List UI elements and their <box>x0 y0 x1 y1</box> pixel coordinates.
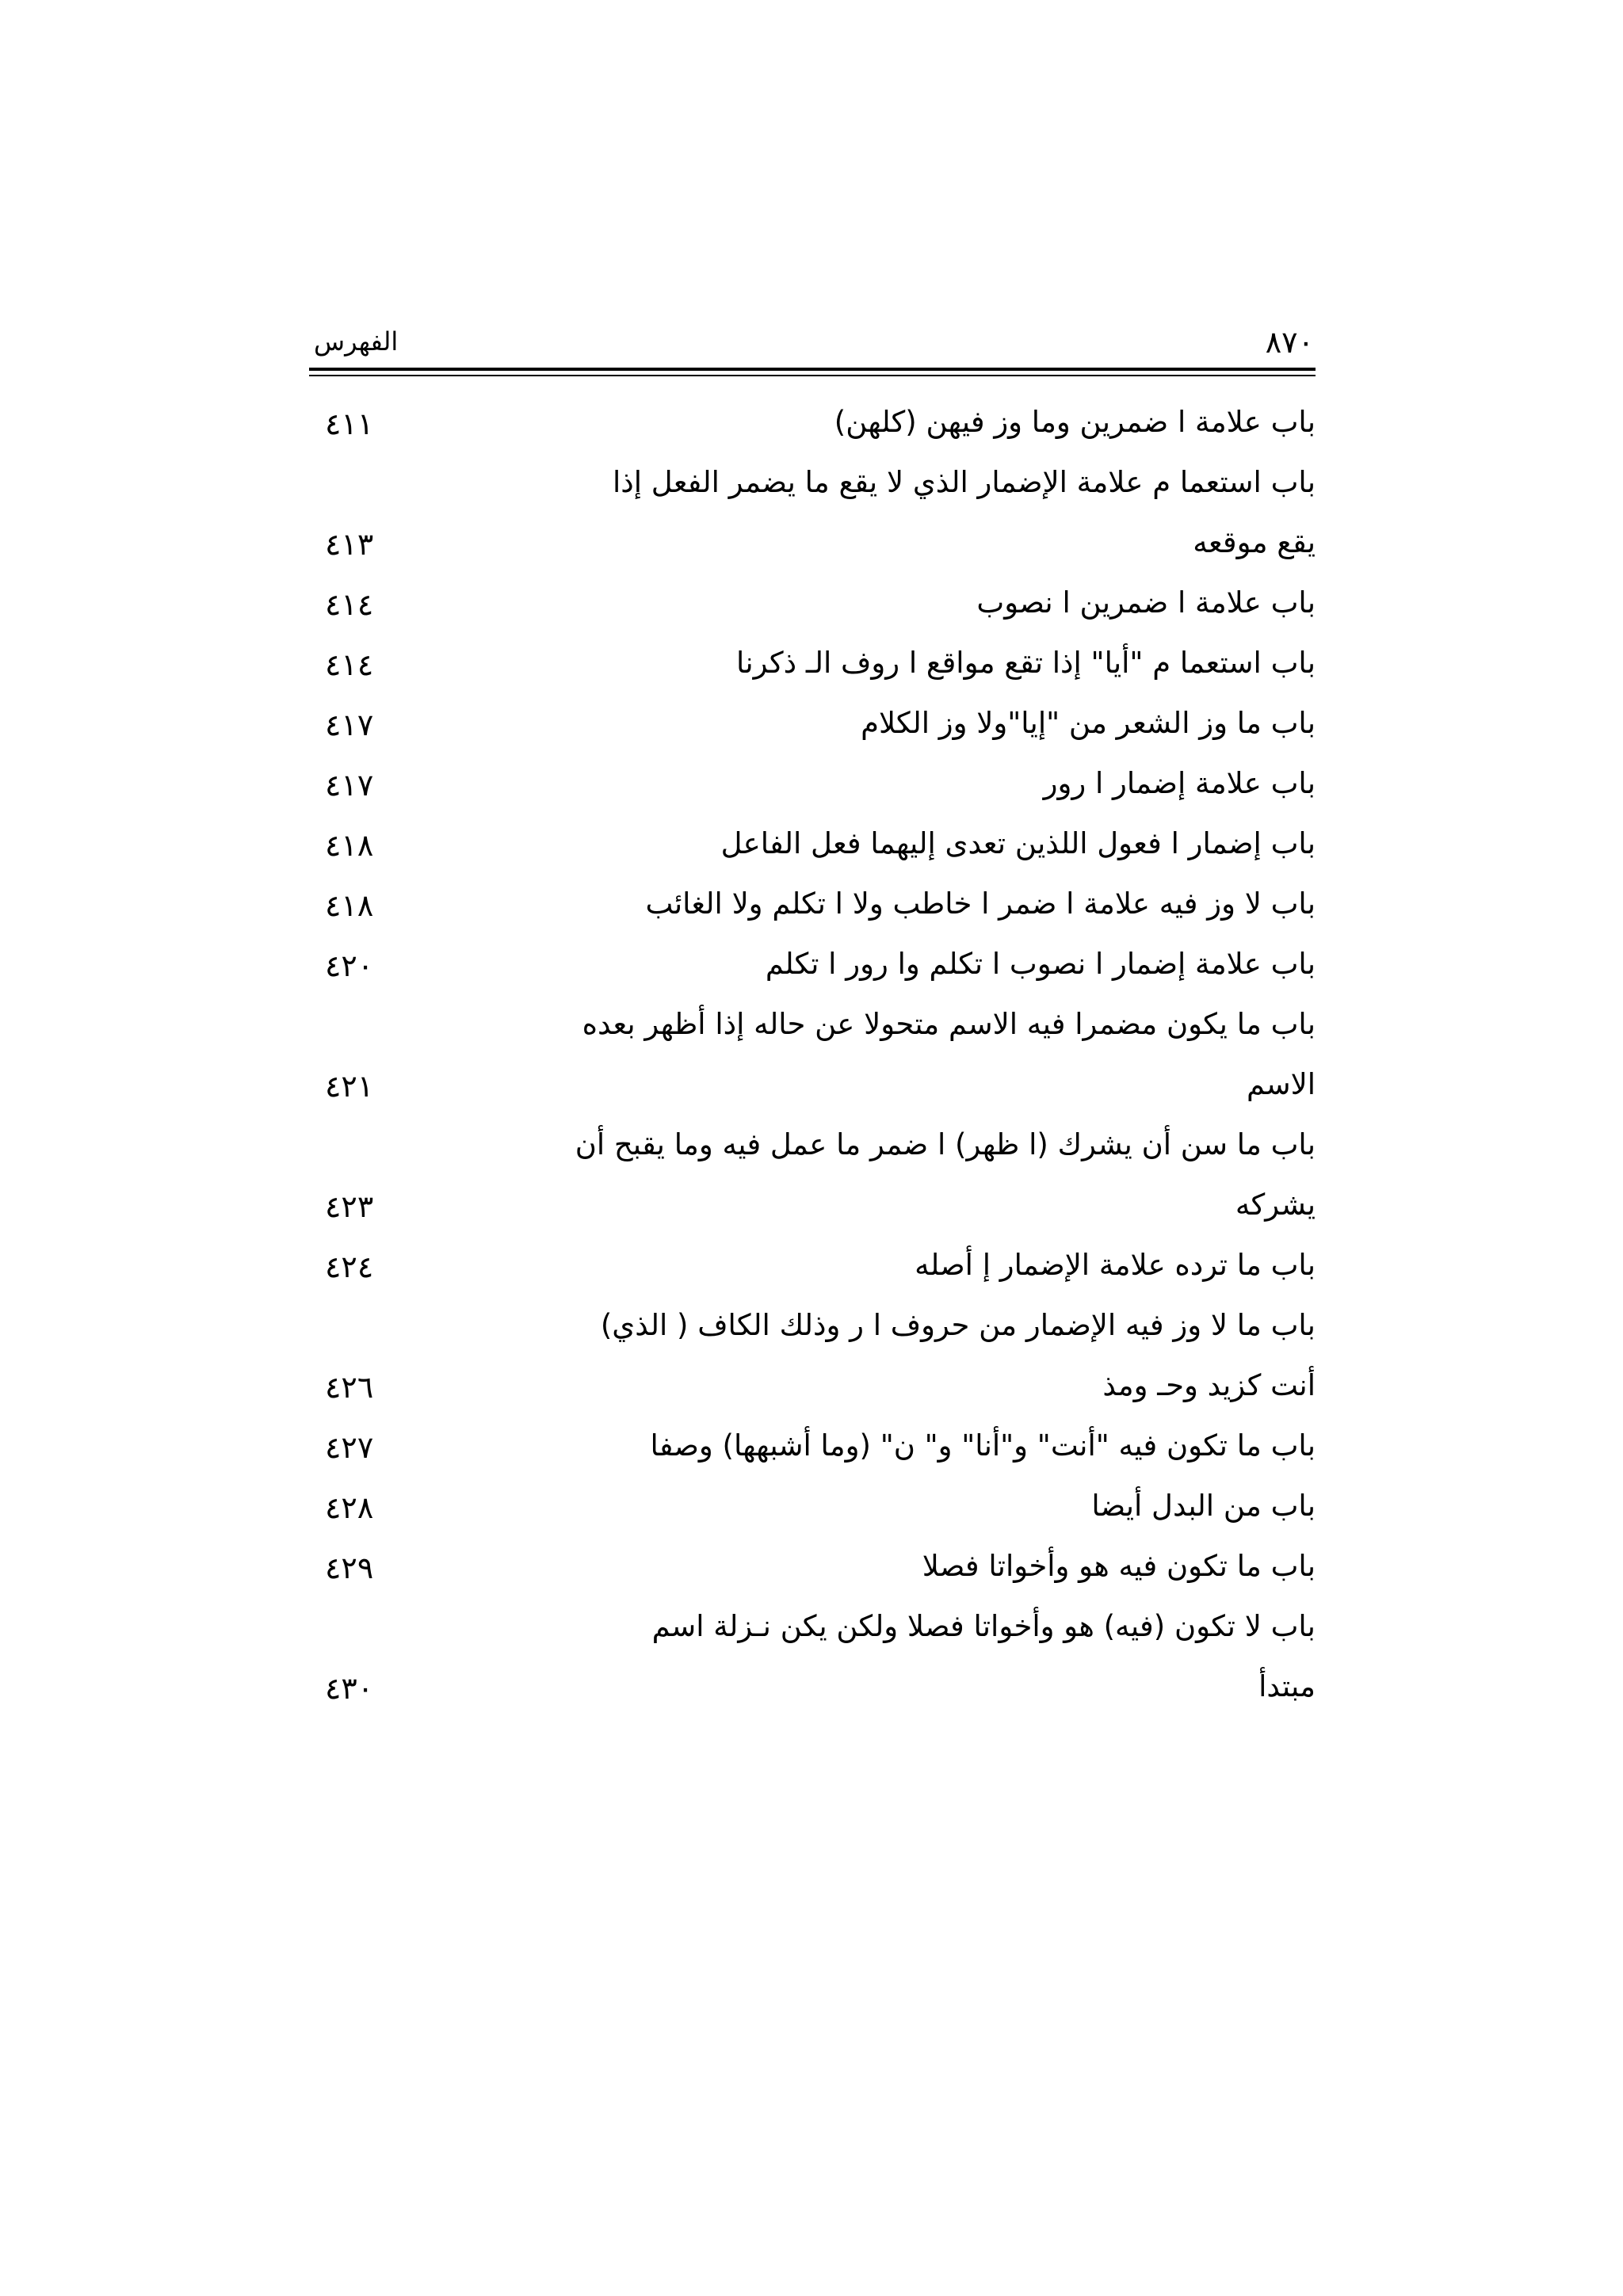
toc-entry-title-line: يقع موقعه <box>1193 525 1316 559</box>
toc-entry <box>309 1235 1316 1295</box>
toc-entry-title-line: باب ما لا وز فيه الإضمار من حروف ا ر وذلك الكاف ( الذي) <box>600 1308 1316 1342</box>
toc-entry-page-number: ٤٢٤ <box>325 1249 374 1284</box>
toc-entry-page-number: ٤٢٨ <box>325 1490 374 1525</box>
toc-entry-title-line: باب استعما م "أيا" إذا تقع مواقع ا روف الـ ذكرنا <box>736 646 1316 680</box>
toc-entry <box>309 452 1316 573</box>
header-rule-thick <box>309 368 1316 371</box>
toc-entry-title-line: الاسم <box>1246 1067 1316 1101</box>
toc-entry-page-number: ٤٣٠ <box>325 1671 374 1706</box>
toc-entry-title-line: باب علامة إضمار ا رور <box>1043 766 1316 800</box>
toc-entry-page-number: ٤١٨ <box>325 828 374 863</box>
toc-entry <box>309 874 1316 934</box>
toc-entry-title-line: باب لا تكون (فيه) هو وأخواتا فصلا ولكن يكن نـزلة اسم <box>651 1609 1316 1643</box>
toc-entry-page-number: ٤٢٣ <box>325 1189 374 1224</box>
toc-entry-title-line: باب علامة إضمار ا نصوب ا تكلم وا رور ا تكلم <box>765 947 1316 981</box>
toc-entry <box>309 934 1316 994</box>
toc-entry-title-line: باب ما سن أن يشرك (ا ظهر) ا ضمر ما عمل فيه وما يقبح أن <box>575 1127 1316 1161</box>
toc-entry <box>309 1416 1316 1476</box>
toc-entry-title-line: باب ما ترده علامة الإضمار إ أصله <box>915 1248 1316 1282</box>
toc-entry-page-number: ٤٢١ <box>325 1069 374 1104</box>
toc-entry-page-number: ٤١١ <box>325 406 374 441</box>
toc-entry-title-line: باب لا وز فيه علامة ا ضمر ا خاطب ولا ا تكلم ولا الغائب <box>645 887 1316 921</box>
toc-entry-title-line: أنت كزيد وحـ ومذ <box>1102 1368 1316 1402</box>
toc-entry <box>309 1115 1316 1235</box>
table-of-contents <box>309 392 1316 1717</box>
toc-entry-page-number: ٤١٤ <box>325 647 374 682</box>
toc-entry <box>309 1596 1316 1717</box>
toc-entry-page-number: ٤١٤ <box>325 587 374 622</box>
toc-entry-title-line: باب ما يكون مضمرا فيه الاسم متحولا عن حاله إذا أظهر بعده <box>582 1007 1316 1041</box>
toc-entry-title-line: باب ما وز الشعر من "إيا"ولا وز الكلام <box>861 706 1316 740</box>
toc-entry <box>309 633 1316 693</box>
toc-entry <box>309 753 1316 814</box>
header-rule-thin <box>309 375 1316 376</box>
toc-entry-title-line: مبتدأ <box>1258 1669 1316 1703</box>
toc-entry-title-line: يشركه <box>1235 1188 1316 1222</box>
toc-entry-title-line: باب إضمار ا فعول اللذين تعدى إليهما فعل الفاعل <box>720 826 1316 860</box>
toc-entry-page-number: ٤٢٠ <box>325 948 374 983</box>
toc-entry-title-line: باب ما تكون فيه هو وأخواتا فصلا <box>922 1549 1316 1583</box>
toc-entry <box>309 573 1316 633</box>
toc-entry-title-line: باب علامة ا ضمرين وما وز فيهن (كلهن) <box>834 405 1316 439</box>
toc-entry-page-number: ٤٢٦ <box>325 1370 374 1405</box>
toc-entry-title-line: باب استعما م علامة الإضمار الذي لا يقع ما يضمر الفعل إذا <box>613 465 1316 499</box>
toc-entry-page-number: ٤١٧ <box>325 768 374 803</box>
toc-entry <box>309 693 1316 753</box>
header-title: الفهرس <box>314 326 399 357</box>
page <box>309 317 1316 1981</box>
toc-entry-page-number: ٤١٧ <box>325 707 374 742</box>
toc-entry <box>309 392 1316 452</box>
header-page-number: ٨٧٠ <box>1265 325 1314 360</box>
toc-entry <box>309 1295 1316 1416</box>
toc-entry-page-number: ٤٢٩ <box>325 1550 374 1585</box>
toc-entry-page-number: ٤١٨ <box>325 888 374 923</box>
toc-entry-page-number: ٤١٣ <box>325 527 374 562</box>
toc-entry <box>309 994 1316 1115</box>
running-header <box>309 317 1316 364</box>
toc-entry <box>309 1536 1316 1596</box>
toc-entry-title-line: باب علامة ا ضمرين ا نصوب <box>976 585 1316 620</box>
toc-entry <box>309 1476 1316 1536</box>
toc-entry <box>309 814 1316 874</box>
toc-entry-page-number: ٤٢٧ <box>325 1430 374 1465</box>
toc-entry-title-line: باب من البدل أيضا <box>1091 1489 1316 1523</box>
toc-entry-title-line: باب ما تكون فيه "أنت" و"أنا" و" ن" (وما أشبهها) وصفا <box>650 1428 1316 1463</box>
